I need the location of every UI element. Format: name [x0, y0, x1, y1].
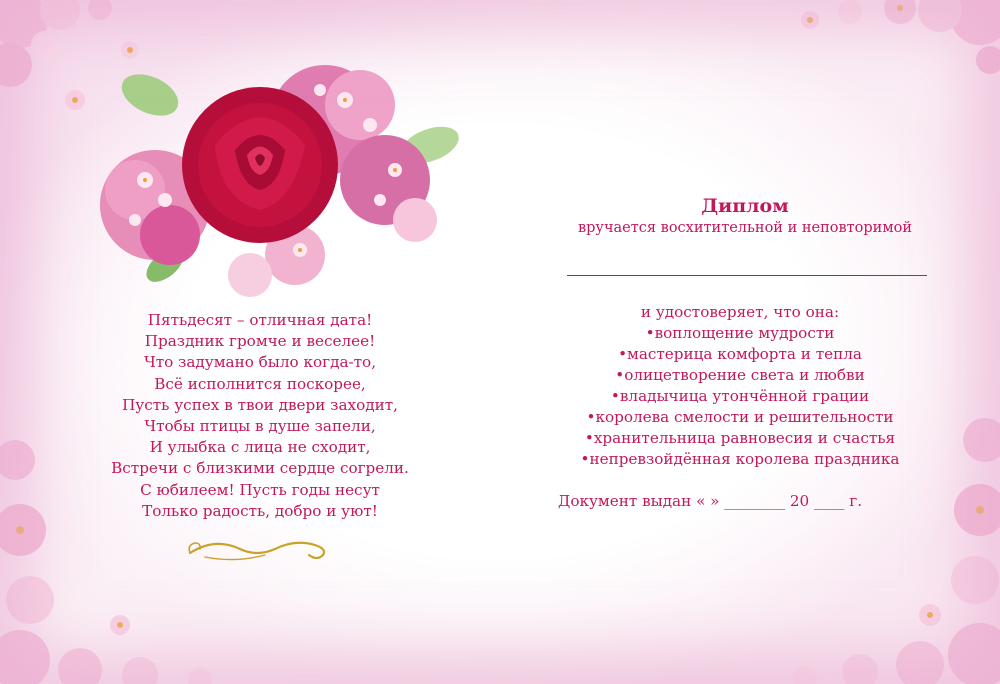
poem-line: Только радость, добро и уют!	[142, 501, 378, 520]
quality-item: •владычица утончённой грации	[610, 387, 870, 405]
diploma-subtitle: вручается восхитительной и неповторимой	[577, 220, 913, 236]
diploma-title: Диплом	[701, 195, 789, 217]
quality-item: •мастерица комфорта и тепла	[618, 345, 862, 363]
issued-date-line: Документ выдан « » ________ 20 ____ г.	[558, 492, 863, 510]
poem-line: Всё исполнится поскорее,	[154, 374, 366, 393]
quality-item: •непревзойдённая королева праздника	[580, 450, 900, 468]
poem-line: Чтобы птицы в душе запели,	[144, 417, 376, 436]
poem	[60, 310, 460, 522]
poem-line: Встречи с близкими сердце согрели.	[111, 459, 409, 478]
certifies-text: и удостоверяет, что она:	[640, 303, 840, 321]
diploma-section	[540, 0, 960, 684]
qualities-list	[540, 323, 940, 470]
poem-line: Пусть успех в твои двери заходит,	[122, 395, 398, 414]
gold-swirl-ornament	[185, 535, 330, 565]
quality-item: •воплощение мудрости	[645, 324, 835, 342]
recipient-name-line	[567, 275, 927, 276]
quality-item: •королева смелости и решительности	[586, 408, 894, 426]
poem-line: С юбилеем! Пусть годы несут	[140, 480, 380, 499]
poem-line: Что задумано было когда-то,	[143, 353, 377, 372]
poem-line: И улыбка с лица не сходит,	[149, 438, 371, 457]
rose-bouquet-illustration	[95, 50, 465, 300]
poem-line: Пятьдесят – отличная дата!	[147, 311, 373, 329]
poem-line: Праздник громче и веселее!	[144, 332, 376, 351]
quality-item: •хранительница равновесия и счастья	[584, 429, 896, 447]
quality-item: •олицетворение света и любви	[615, 366, 865, 384]
